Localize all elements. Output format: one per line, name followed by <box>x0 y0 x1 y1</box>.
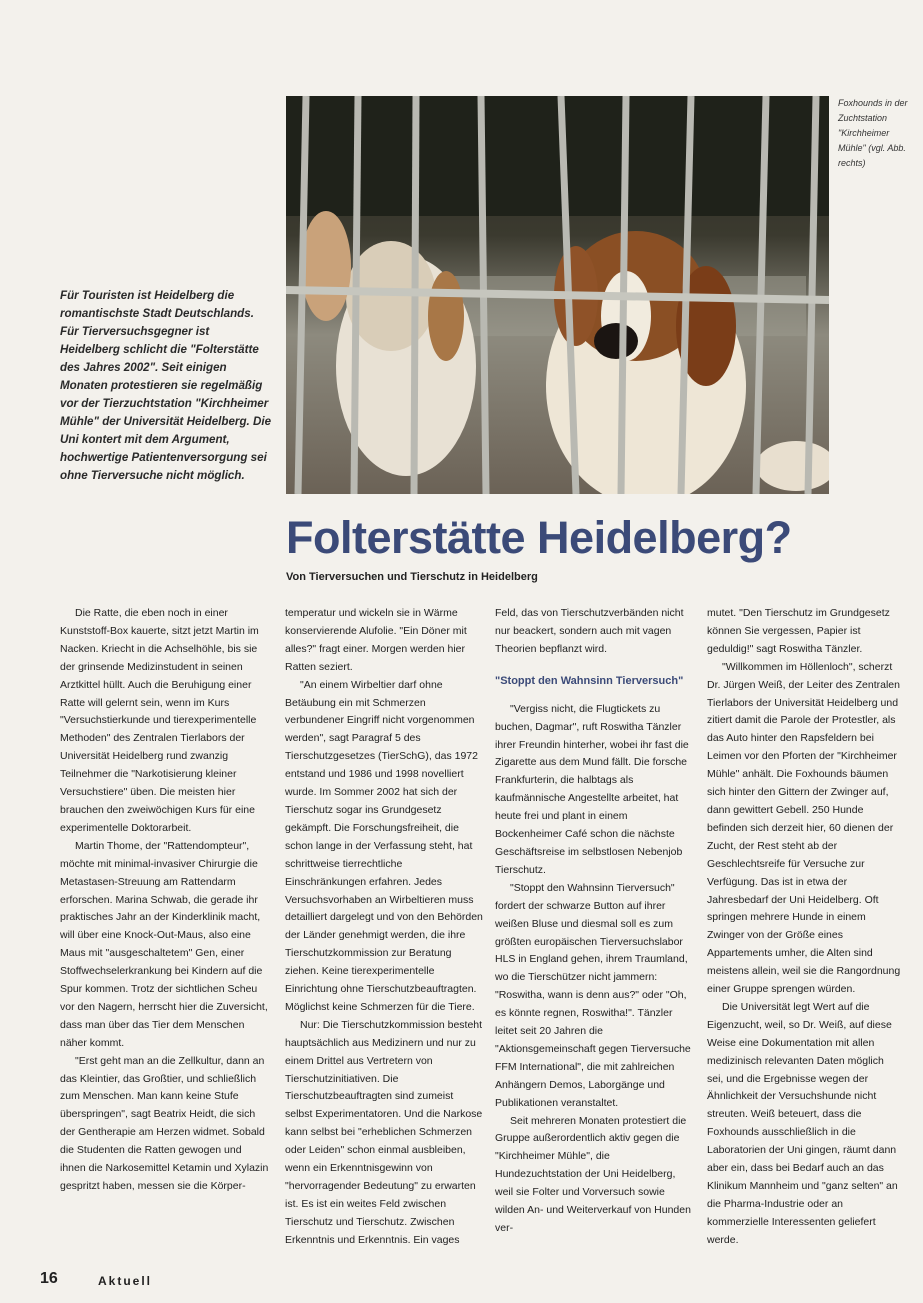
paragraph: "Vergiss nicht, die Flugtickets zu buchen, Dagmar", ruft Roswitha Tänzler ihrer Freundin hinterher, wobei ihr fast die Zigarette aus dem Mund fällt. Die forsche Frankfurterin, die halbtags als kaufmännische Angestellte arbeitet, hat heute frei und plant in einem Bockenheimer Café schon die nächste Geschäftsreise im selbstlosen Nebenjob Tierschutz. <box>495 702 689 876</box>
page-number: 16 <box>40 1270 58 1287</box>
text-column-3 <box>495 605 695 1238</box>
photo-caption: Foxhounds in der Zuchtstation "Kirchheimer Mühle" (vgl. Abb. rechts) <box>838 98 908 168</box>
paragraph: Feld, das von Tierschutzverbänden nicht nur beackert, sondern auch mit vagen Theorien bepflanzt wird. <box>495 607 684 655</box>
dogs-behind-bars-photo <box>286 96 829 494</box>
paragraph: Die Ratte, die eben noch in einer Kunststoff-Box kauerte, sitzt jetzt Martin im Nacken. Kriecht in die Achselhöhle, bis sie der grinsende Medizinstudent in seinen Arztkittel hüllt. Auch die Beruhigung einer Ratte will gelernt sein, wenn im Kurs "Versuchstierkunde und tierexperimentelle Methoden" des Zentralen Tierlabors der Universität Heidelberg rund zwanzig Teilnehmer die "Narkotisierung kleiner Versuchstiere" üben. Die meisten hier brauchen den zweiwöchigen Kurs für eine experimentelle Doktorarbeit. <box>60 607 259 834</box>
paragraph: "An einem Wirbeltier darf ohne Betäubung ein mit Schmerzen verbundener Eingriff nicht vorgenommen werden", sagt Paragraf 5 des Tierschutzgesetzes (TierSchG), das 1972 entstand und 1986 und 1998 novelliert wurde. Im Sommer 2002 hat sich der Tierschutz sogar ins Grundgesetz gekämpft. Die Forschungsfreiheit, die schon lange in der Verfassung steht, hat schrittweise tierrechtliche Einschränkungen erfahren. Jedes Versuchsvorhaben an Wirbeltieren muss detailliert dargelegt und von den Behörden der Länder genehmigt werden, die ihre Tierschutzkommission zur Beratung ziehen. Keine tierexperimentelle Einrichtung ohne Tierschutzbeauftragten. Möglichst keine Schmerzen für die Tiere. <box>285 678 483 1013</box>
article-subtitle: Von Tierversuchen und Tierschutz in Heidelberg <box>286 571 538 583</box>
paragraph: "Willkommen im Höllenloch", scherzt Dr. Jürgen Weiß, der Leiter des Zentralen Tierlabors der Universität Heidelberg und zitiert damit die Parole der Protestler, als das Auto hinter den Rapsfeldern bei Leimen vor den Pforten der "Kirchheimer Mühle" anhält. Die Foxhounds bäumen sich hinter den Gittern der Zwinger auf, dann gewittert Gebell. 250 Hunde befinden sich derzeit hier, 60 dienen der Zucht, der Rest steht ab der Geschlechtsreife für Versuche zur Verfügung. Das ist in etwa der Jahresbedarf der Uni Heidelberg. Oft springen mehrere Hunde in einem Zwinger von der Größe eines Appartements umher, die Alten sind meistens allein, weil sie die Rangordnung einer Gruppe sprengen würden. <box>707 660 901 996</box>
paragraph: mutet. "Den Tierschutz im Grundgesetz können Sie vergessen, Papier ist geduldig!" sagt Roswitha Tänzler. <box>707 607 890 655</box>
paragraph: Martin Thome, der "Rattendompteur", möchte mit minimal-invasiver Chirurgie die Metastasen-Streuung am Rattendarm erforschen. Marina Schwab, die gerade ihr praktisches Jahr an der Kinderklinik macht, will über eine Knock-Out-Maus, also eine Maus mit "ausgeschaltetem" Gen, einer Stoffwechselerkrankung bei Kindern auf die Spur kommen. Trotz der sichtlichen Scheu vor den Nagern, herrscht hier die Zuversicht, dass man über das Tier dem Menschen näher kommt. <box>60 839 268 1049</box>
section-label: Aktuell <box>98 1274 153 1288</box>
paragraph: "Stoppt den Wahnsinn Tierversuch" fordert der schwarze Button auf ihrer weißen Bluse und diesmal soll es zum größten europäischen Tierversuchslabor HLS in England gehen, ihrem Traumland, wo die Tierschützer nicht jammern: "Roswitha, wann is denn aus?" oder "Oh, es könnte regnen, Roswitha!". Tänzler leitet seit 20 Jahren die "Aktionsgemeinschaft gegen Tierversuche FFM International", die mit zahlreichen Anhängern Demos, Laborgänge und Publikationen veranstaltet. <box>495 881 691 1109</box>
paragraph: Seit mehreren Monaten protestiert die Gruppe außerordentlich aktiv gegen die "Kirchheimer Mühle", die Hundezuchtstation der Uni Heidelberg, weil sie Folter und Vorversuch sowie wilden An- und Weiterverkauf von Hunden ver- <box>495 1114 691 1234</box>
text-column-1 <box>60 605 270 1196</box>
text-column-4 <box>707 605 903 1250</box>
paragraph: temperatur und wickeln sie in Wärme konservierende Alufolie. "Ein Döner mit alles?" fragt einer. Morgen werden hier Ratten seziert. <box>285 607 467 673</box>
article-title: Folterstätte Heidelberg? <box>286 512 792 563</box>
text-column-2 <box>285 605 483 1250</box>
article-lead: Für Touristen ist Heidelberg die romantischste Stadt Deutschlands. Für Tierversuchsgegner ist Heidelberg schlicht die "Folterstätte des Jahres 2002". Seit einigen Monaten protestieren sie regelmäßig vor der Tierzuchtstation "Kirchheimer Mühle" der Universität Heidelberg. Die Uni kontert mit dem Argument, hochwertige Patientenversorgung sei ohne Tierversuche nicht möglich. <box>60 289 272 482</box>
section-heading: "Stoppt den Wahnsinn Tierversuch" <box>495 674 684 687</box>
paragraph: Nur: Die Tierschutzkommission besteht hauptsächlich aus Medizinern und nur zu einem Drittel aus Vertretern von Tierschutzinitiativen. Die Tierschutzbeauftragten sind zumeist selbst Experimentatoren. Und die Narkose kann selbst bei "erheblichen Schmerzen oder Leiden" schon einmal ausbleiben, wenn ein Erkenntnisgewinn von "hervorragender Bedeutung" zu erwarten ist. Es ist ein weites Feld zwischen Tierschutz und Tierschutz. Zwischen Erkenntnis und Erkenntnis. Ein vages <box>285 1018 483 1246</box>
paragraph: "Erst geht man an die Zellkultur, dann an das Kleintier, das Großtier, und schließlich zum Menschen. Man kann keine Stufe überspringen", sagt Beatrix Heidt, die sich der Gentherapie am Herzen widmet. Sobald die Studenten die Ratten gewogen und ihnen die Narkosemittel Ketamin und Xylazin gespritzt haben, messen sie die Körper- <box>60 1054 269 1192</box>
paragraph: Die Universität legt Wert auf die Eigenzucht, weil, so Dr. Weiß, auf diese Weise eine Dokumentation mit allen medizinisch relevanten Daten möglich sei, und die Ergebnisse wegen der Ähnlichkeit der Versuchshunde nicht streuten. Weiß beteuert, dass die Foxhounds ausschließlich in die Laboratorien der Uni gingen, räumt dann aber ein, dass bei Bedarf auch an das Klinikum Mannheim und "ganz selten" an die Pharma-Industrie oder an kommerzielle Interessenten geliefert werde. <box>707 1000 898 1246</box>
